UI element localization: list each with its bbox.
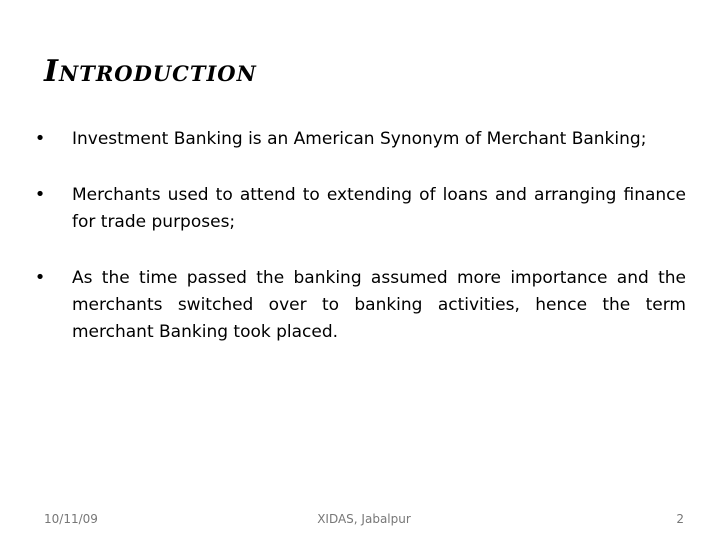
bullet-icon: • bbox=[34, 184, 46, 205]
footer-organization: XIDAS, Jabalpur bbox=[317, 512, 411, 526]
footer-date: 10/11/09 bbox=[44, 512, 98, 526]
bullet-text: As the time passed the banking assumed more importance and the merchants switched over to banking activities, hence the term merchant Banking took placed. bbox=[72, 268, 686, 342]
bullet-item bbox=[30, 126, 686, 153]
bullet-icon: • bbox=[34, 128, 46, 149]
bullet-text: Investment Banking is an American Synonym of Merchant Banking; bbox=[72, 129, 647, 149]
bullet-list bbox=[30, 126, 686, 375]
bullet-text: Merchants used to attend to extending of loans and arranging finance for trade purposes; bbox=[72, 185, 686, 232]
bullet-item bbox=[30, 182, 686, 236]
bullet-item bbox=[30, 265, 686, 346]
slide-title: Introduction bbox=[44, 54, 257, 89]
footer-page-number: 2 bbox=[676, 512, 684, 526]
slide-footer bbox=[0, 512, 728, 532]
bullet-icon: • bbox=[34, 267, 46, 288]
